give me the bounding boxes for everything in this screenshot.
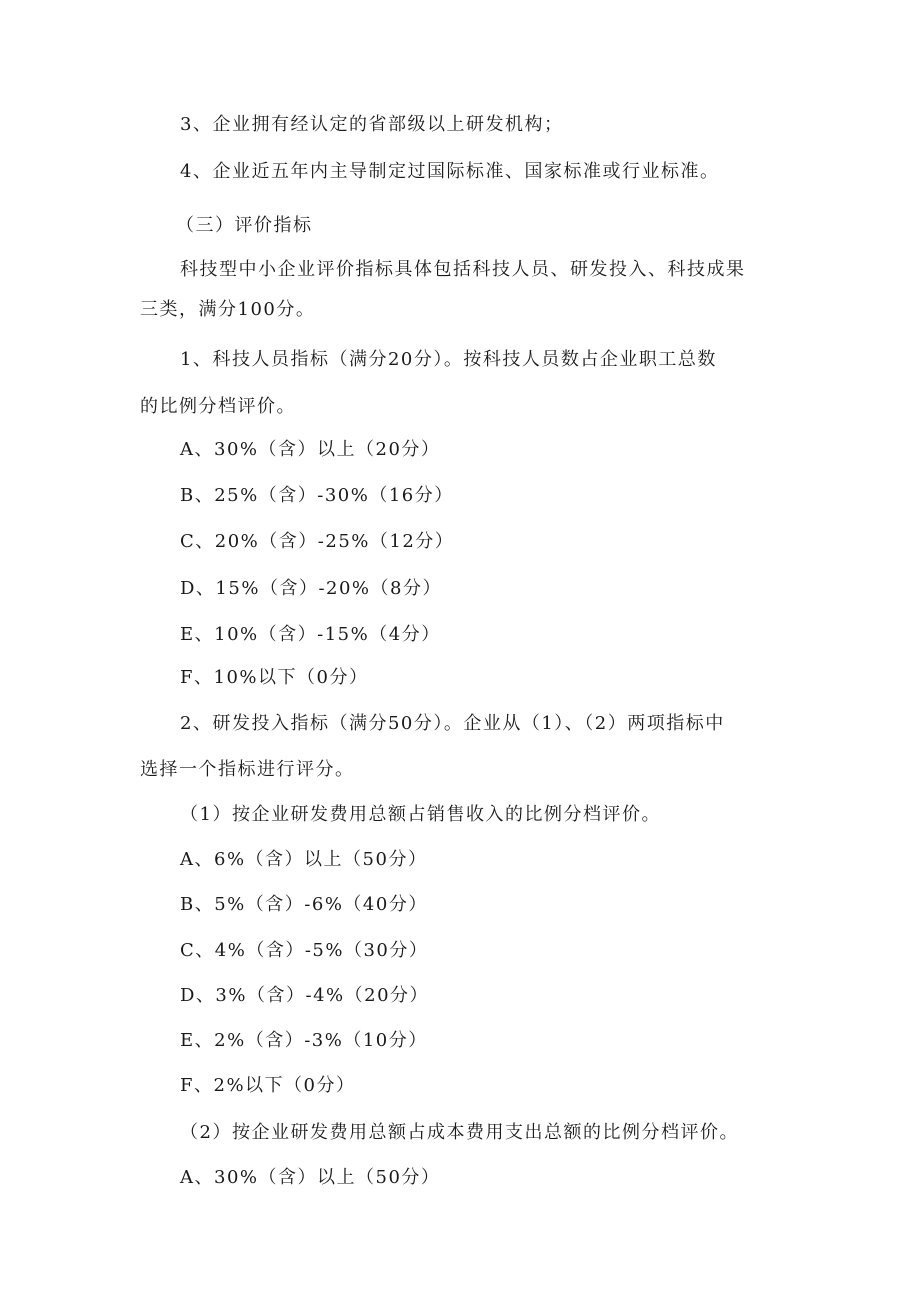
paragraph-line: 科技型中小企业评价指标具体包括科技人员、研发投入、科技成果 <box>180 259 746 280</box>
grade-item: A、30%（含）以上（20分） <box>180 439 441 460</box>
grade-item: F、2%以下（0分） <box>180 1075 356 1096</box>
grade-item: C、4%（含）-5%（30分） <box>180 940 429 961</box>
indicator-1-heading-cont: 的比例分档评价。 <box>140 396 296 417</box>
grade-item: D、3%（含）-4%（20分） <box>180 985 430 1006</box>
section-heading: （三）评价指标 <box>176 215 313 236</box>
sub-indicator-2-heading: （2）按企业研发费用总额占成本费用支出总额的比例分档评价。 <box>180 1122 739 1143</box>
grade-item: B、5%（含）-6%（40分） <box>180 894 428 915</box>
criterion-3-text: 3、企业拥有经认定的省部级以上研发机构； <box>180 114 564 135</box>
grade-item: E、2%（含）-3%（10分） <box>180 1030 428 1051</box>
grade-item: A、6%（含）以上（50分） <box>180 849 428 870</box>
grade-item: E、10%（含）-15%（4分） <box>180 624 441 645</box>
grade-item: B、25%（含）-30%（16分） <box>180 485 454 506</box>
indicator-2-heading-cont: 选择一个指标进行评分。 <box>140 759 355 780</box>
grade-item: D、15%（含）-20%（8分） <box>180 578 442 599</box>
grade-item: A、30%（含）以上（50分） <box>180 1167 441 1188</box>
grade-item: F、10%以下（0分） <box>180 667 369 688</box>
grade-item: C、20%（含）-25%（12分） <box>180 531 455 552</box>
paragraph-line: 三类，满分100分。 <box>140 299 316 320</box>
criterion-4-text: 4、企业近五年内主导制定过国际标准、国家标准或行业标准。 <box>180 161 720 182</box>
indicator-2-heading: 2、研发投入指标（满分50分）。企业从（1）、（2）两项指标中 <box>180 713 725 734</box>
indicator-1-heading: 1、科技人员指标（满分20分）。按科技人员数占企业职工总数 <box>180 349 717 370</box>
sub-indicator-1-heading: （1）按企业研发费用总额占销售收入的比例分档评价。 <box>180 804 661 825</box>
